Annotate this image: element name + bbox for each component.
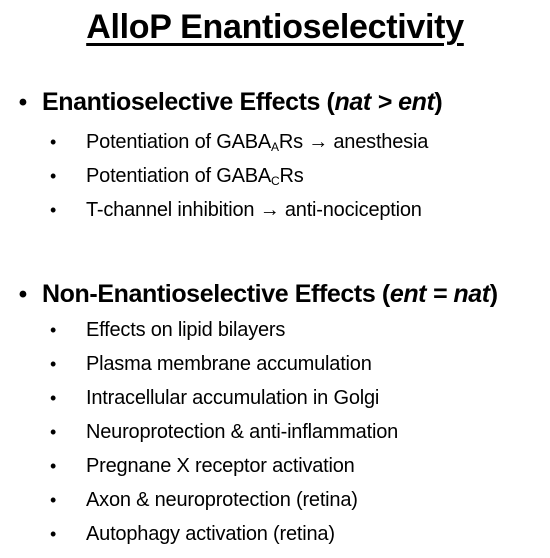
item-text: Plasma membrane accumulation [86,353,372,375]
heading-text: Non-Enantioselective Effects ( [42,280,390,308]
item-text: T-channel inhibition → anti-nociception [86,199,422,221]
bullet: • [50,456,57,476]
bullet: • [50,388,57,408]
list-item [0,193,550,227]
item-text: Intracellular accumulation in Golgi [86,387,380,409]
item-text: Neuroprotection & anti-inflammation [86,421,399,443]
bullet: • [50,422,57,442]
bullet: • [50,166,57,186]
heading-italic: ent = nat [389,280,490,308]
section-heading [0,86,550,119]
heading-text: Enantioselective Effects ( [42,88,335,116]
item-text: Autophagy activation (retina) [86,523,335,545]
slide-title: AlloP Enantioselectivity [86,8,464,46]
list-item [0,381,550,415]
item-text: Rs → anesthesia [278,131,429,153]
item-list [0,313,550,551]
list-item [0,347,550,381]
list-item [0,415,550,449]
list-item [0,313,550,347]
heading-italic: nat > ent [334,88,435,116]
list-item [0,483,550,517]
list-item [0,517,550,551]
item-list [0,125,550,227]
bullet: • [50,132,57,152]
bullet: • [50,320,57,340]
item-text: Effects on lipid bilayers [86,319,286,341]
bullet: • [18,281,28,308]
list-item [0,125,550,159]
item-text: Potentiation of GABA [86,131,272,153]
heading-close: ) [489,280,498,308]
list-item [0,449,550,483]
section-enantioselective [0,86,550,227]
bullet: • [50,354,57,374]
item-text: Rs [279,165,304,187]
bullet: • [50,490,57,510]
heading-close: ) [434,88,443,116]
subscript: C [271,174,280,188]
item-text: Axon & neuroprotection (retina) [86,489,358,511]
item-text: Potentiation of GABA [86,165,272,187]
list-item [0,159,550,193]
section-non-enantioselective [0,278,550,551]
bullet: • [18,89,28,116]
subscript: A [271,140,279,154]
bullet: • [50,200,57,220]
bullet: • [50,524,57,544]
item-text: Pregnane X receptor activation [86,455,355,477]
section-heading [0,278,550,311]
